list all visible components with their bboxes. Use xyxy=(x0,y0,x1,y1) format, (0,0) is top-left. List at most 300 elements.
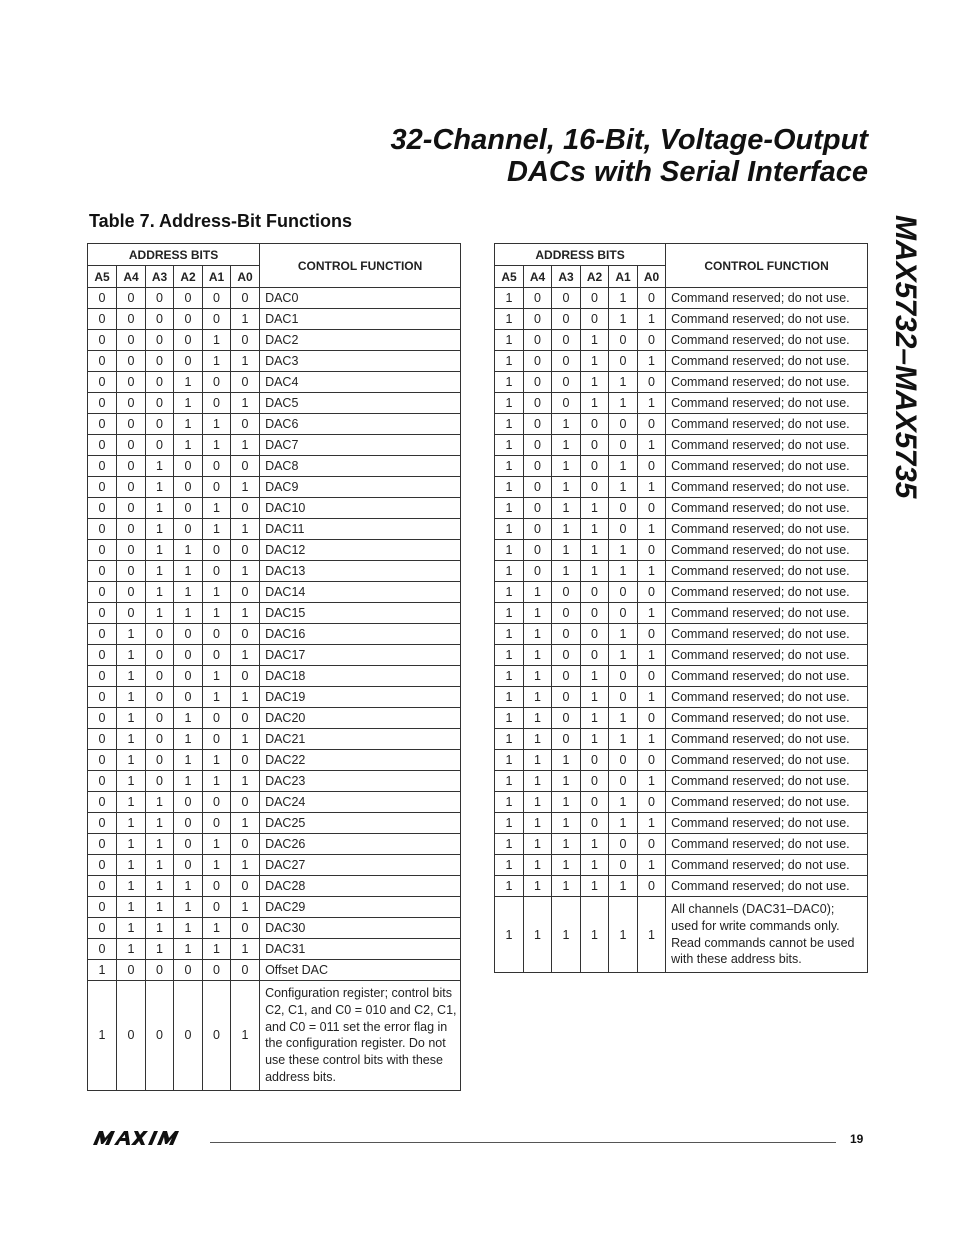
table-row xyxy=(88,519,461,540)
bit-cell-a5: 1 xyxy=(495,813,524,834)
bit-cell-a1: 0 xyxy=(609,414,638,435)
bit-cell-a4: 1 xyxy=(524,603,552,624)
bit-cell-a3: 0 xyxy=(552,393,581,414)
bit-cell-a1: 0 xyxy=(609,750,638,771)
bit-cell-a0: 1 xyxy=(231,603,260,624)
control-function-cell: Command reserved; do not use. xyxy=(666,414,868,435)
bit-cell-a5: 0 xyxy=(88,876,117,897)
bit-cell-a2: 0 xyxy=(174,498,203,519)
table-row xyxy=(495,309,868,330)
bit-cell-a4: 1 xyxy=(117,792,146,813)
bit-cell-a0: 0 xyxy=(231,540,260,561)
bit-cell-a4: 1 xyxy=(524,666,552,687)
control-function-cell: DAC20 xyxy=(260,708,461,729)
bit-cell-a1: 1 xyxy=(203,519,231,540)
table-row xyxy=(495,582,868,603)
bit-cell-a0: 1 xyxy=(231,645,260,666)
bit-cell-a4: 1 xyxy=(524,750,552,771)
bit-cell-a1: 1 xyxy=(609,813,638,834)
bit-cell-a2: 0 xyxy=(174,477,203,498)
bit-cell-a0: 0 xyxy=(638,750,666,771)
table-row xyxy=(495,897,868,973)
bit-cell-a4: 1 xyxy=(117,834,146,855)
bit-cell-a2: 1 xyxy=(581,729,609,750)
bit-cell-a2: 1 xyxy=(581,561,609,582)
bit-cell-a4: 1 xyxy=(524,834,552,855)
bit-cell-a1: 1 xyxy=(203,666,231,687)
bit-cell-a2: 1 xyxy=(581,876,609,897)
bit-cell-a5: 0 xyxy=(88,645,117,666)
control-function-cell: DAC27 xyxy=(260,855,461,876)
bit-cell-a2: 1 xyxy=(581,393,609,414)
bit-cell-a3: 1 xyxy=(146,939,174,960)
bit-cell-a2: 0 xyxy=(581,309,609,330)
bit-cell-a1: 1 xyxy=(203,750,231,771)
table-row xyxy=(88,981,461,1091)
bit-cell-a3: 1 xyxy=(552,876,581,897)
bit-cell-a0: 0 xyxy=(638,498,666,519)
control-function-cell: All channels (DAC31–DAC0); used for write commands only. Read commands cannot be used with these address bits. xyxy=(666,897,868,973)
bit-cell-a2: 0 xyxy=(581,624,609,645)
bit-header-a5: A5 xyxy=(88,266,117,288)
table-row xyxy=(495,792,868,813)
control-function-cell: Command reserved; do not use. xyxy=(666,750,868,771)
bit-cell-a4: 1 xyxy=(524,645,552,666)
bit-cell-a4: 1 xyxy=(117,897,146,918)
bit-cell-a3: 0 xyxy=(552,288,581,309)
control-function-cell: Command reserved; do not use. xyxy=(666,834,868,855)
bit-cell-a3: 1 xyxy=(146,561,174,582)
table-row xyxy=(495,540,868,561)
control-function-cell: Command reserved; do not use. xyxy=(666,561,868,582)
bit-cell-a1: 0 xyxy=(609,351,638,372)
control-function-cell: Command reserved; do not use. xyxy=(666,876,868,897)
bit-cell-a4: 0 xyxy=(524,330,552,351)
bit-cell-a5: 0 xyxy=(88,750,117,771)
bit-cell-a4: 0 xyxy=(117,519,146,540)
control-function-cell: DAC12 xyxy=(260,540,461,561)
control-function-cell: DAC14 xyxy=(260,582,461,603)
bit-cell-a1: 0 xyxy=(203,708,231,729)
bit-cell-a0: 0 xyxy=(231,666,260,687)
bit-cell-a3: 1 xyxy=(146,519,174,540)
bit-cell-a2: 0 xyxy=(174,330,203,351)
bit-cell-a2: 1 xyxy=(174,876,203,897)
bit-cell-a1: 0 xyxy=(203,981,231,1091)
table-row xyxy=(88,372,461,393)
table-row xyxy=(495,498,868,519)
bit-cell-a2: 1 xyxy=(174,414,203,435)
bit-cell-a1: 0 xyxy=(203,624,231,645)
bit-cell-a1: 0 xyxy=(203,456,231,477)
bit-cell-a5: 1 xyxy=(495,792,524,813)
table-row xyxy=(88,750,461,771)
table-row xyxy=(495,750,868,771)
bit-cell-a4: 0 xyxy=(524,351,552,372)
bit-cell-a5: 0 xyxy=(88,792,117,813)
bit-cell-a3: 0 xyxy=(146,372,174,393)
bit-cell-a5: 0 xyxy=(88,372,117,393)
bit-cell-a5: 1 xyxy=(495,855,524,876)
table-row xyxy=(88,708,461,729)
table-row xyxy=(88,456,461,477)
title-line-1: 32-Channel, 16-Bit, Voltage-Output xyxy=(390,124,868,156)
bit-cell-a0: 1 xyxy=(638,351,666,372)
bit-cell-a2: 1 xyxy=(174,939,203,960)
bit-cell-a5: 0 xyxy=(88,708,117,729)
control-function-cell: DAC0 xyxy=(260,288,461,309)
table-row xyxy=(495,771,868,792)
table-row xyxy=(88,813,461,834)
bit-cell-a0: 1 xyxy=(231,561,260,582)
table-row xyxy=(495,435,868,456)
table-row xyxy=(495,666,868,687)
table-row xyxy=(88,330,461,351)
bit-cell-a1: 1 xyxy=(203,330,231,351)
bit-cell-a1: 1 xyxy=(609,624,638,645)
bit-cell-a2: 1 xyxy=(581,708,609,729)
bit-cell-a3: 0 xyxy=(146,414,174,435)
address-bits-header: ADDRESS BITS xyxy=(495,244,666,266)
bit-cell-a4: 0 xyxy=(524,393,552,414)
bit-cell-a5: 0 xyxy=(88,498,117,519)
bit-cell-a5: 0 xyxy=(88,351,117,372)
bit-cell-a0: 1 xyxy=(231,687,260,708)
bit-cell-a1: 1 xyxy=(609,309,638,330)
control-function-cell: Command reserved; do not use. xyxy=(666,813,868,834)
bit-cell-a0: 0 xyxy=(638,624,666,645)
bit-cell-a2: 1 xyxy=(174,729,203,750)
bit-cell-a4: 1 xyxy=(524,792,552,813)
bit-cell-a1: 0 xyxy=(203,561,231,582)
bit-cell-a0: 0 xyxy=(638,582,666,603)
bit-cell-a1: 1 xyxy=(609,645,638,666)
table-row xyxy=(88,729,461,750)
bit-cell-a0: 1 xyxy=(231,729,260,750)
control-function-cell: DAC30 xyxy=(260,918,461,939)
bit-cell-a3: 0 xyxy=(146,687,174,708)
bit-cell-a4: 1 xyxy=(117,750,146,771)
bit-cell-a2: 1 xyxy=(174,771,203,792)
bit-cell-a4: 0 xyxy=(117,582,146,603)
bit-cell-a2: 0 xyxy=(581,582,609,603)
bit-cell-a1: 0 xyxy=(203,897,231,918)
bit-cell-a0: 0 xyxy=(231,876,260,897)
bit-cell-a5: 1 xyxy=(495,729,524,750)
control-function-cell: DAC31 xyxy=(260,939,461,960)
table-row xyxy=(495,456,868,477)
table-row xyxy=(495,687,868,708)
bit-cell-a5: 1 xyxy=(495,897,524,973)
bit-cell-a2: 1 xyxy=(581,330,609,351)
bit-cell-a1: 0 xyxy=(609,603,638,624)
bit-cell-a2: 1 xyxy=(174,540,203,561)
bit-cell-a1: 0 xyxy=(609,330,638,351)
bit-cell-a3: 1 xyxy=(146,792,174,813)
table-row xyxy=(495,729,868,750)
bit-cell-a0: 1 xyxy=(231,309,260,330)
bit-cell-a5: 1 xyxy=(495,498,524,519)
bit-cell-a1: 1 xyxy=(203,939,231,960)
bit-cell-a4: 1 xyxy=(524,687,552,708)
bit-cell-a1: 0 xyxy=(203,288,231,309)
bit-cell-a4: 0 xyxy=(117,330,146,351)
bit-cell-a2: 0 xyxy=(581,603,609,624)
bit-cell-a1: 0 xyxy=(203,372,231,393)
bit-cell-a2: 1 xyxy=(581,834,609,855)
bit-cell-a5: 0 xyxy=(88,813,117,834)
bit-cell-a3: 0 xyxy=(146,435,174,456)
table-row xyxy=(495,645,868,666)
bit-cell-a5: 1 xyxy=(495,456,524,477)
bit-header-a3: A3 xyxy=(552,266,581,288)
table-row xyxy=(88,918,461,939)
bit-cell-a3: 0 xyxy=(146,981,174,1091)
bit-header-a1: A1 xyxy=(203,266,231,288)
bit-cell-a2: 1 xyxy=(581,666,609,687)
table-row xyxy=(495,519,868,540)
control-function-cell: Command reserved; do not use. xyxy=(666,477,868,498)
bit-cell-a3: 0 xyxy=(552,309,581,330)
bit-cell-a2: 0 xyxy=(174,288,203,309)
bit-cell-a3: 1 xyxy=(146,582,174,603)
bit-cell-a4: 0 xyxy=(524,414,552,435)
bit-cell-a5: 1 xyxy=(495,330,524,351)
bit-cell-a2: 1 xyxy=(174,750,203,771)
bit-header-a4: A4 xyxy=(117,266,146,288)
bit-cell-a5: 1 xyxy=(495,666,524,687)
bit-cell-a0: 1 xyxy=(638,477,666,498)
control-function-cell: DAC15 xyxy=(260,603,461,624)
bit-cell-a5: 0 xyxy=(88,435,117,456)
control-function-header: CONTROL FUNCTION xyxy=(260,244,461,288)
bit-cell-a0: 1 xyxy=(231,981,260,1091)
bit-cell-a0: 0 xyxy=(231,708,260,729)
table-row xyxy=(88,288,461,309)
bit-cell-a1: 0 xyxy=(203,309,231,330)
bit-cell-a4: 1 xyxy=(117,666,146,687)
bit-cell-a2: 0 xyxy=(174,960,203,981)
bit-cell-a0: 0 xyxy=(231,414,260,435)
bit-cell-a3: 1 xyxy=(146,540,174,561)
bit-cell-a5: 1 xyxy=(495,561,524,582)
bit-cell-a2: 1 xyxy=(581,897,609,973)
title-line-2: DACs with Serial Interface xyxy=(507,156,868,188)
bit-cell-a5: 0 xyxy=(88,456,117,477)
bit-cell-a1: 1 xyxy=(609,561,638,582)
bit-cell-a0: 0 xyxy=(638,372,666,393)
bit-cell-a1: 1 xyxy=(203,855,231,876)
bit-cell-a4: 0 xyxy=(524,456,552,477)
bit-cell-a3: 0 xyxy=(146,645,174,666)
bit-cell-a2: 0 xyxy=(174,792,203,813)
table-row xyxy=(88,435,461,456)
bit-cell-a3: 1 xyxy=(552,792,581,813)
control-function-cell: Command reserved; do not use. xyxy=(666,498,868,519)
bit-cell-a3: 0 xyxy=(146,330,174,351)
table-row xyxy=(88,624,461,645)
bit-cell-a4: 0 xyxy=(117,477,146,498)
bit-cell-a2: 0 xyxy=(581,477,609,498)
bit-cell-a1: 0 xyxy=(609,771,638,792)
bit-cell-a0: 1 xyxy=(638,855,666,876)
control-function-cell: Configuration register; control bits C2, C1, and C0 = 010 and C2, C1, and C0 = 011 set the error flag in the configuration register. Do not use these control bits with these address bits. xyxy=(260,981,461,1091)
bit-cell-a0: 1 xyxy=(638,435,666,456)
bit-cell-a0: 0 xyxy=(638,288,666,309)
bit-cell-a2: 1 xyxy=(174,708,203,729)
bit-cell-a3: 1 xyxy=(552,540,581,561)
table-row xyxy=(88,414,461,435)
bit-cell-a2: 1 xyxy=(174,372,203,393)
bit-cell-a3: 1 xyxy=(552,519,581,540)
bit-cell-a4: 1 xyxy=(524,624,552,645)
bit-cell-a0: 0 xyxy=(638,666,666,687)
control-function-cell: Command reserved; do not use. xyxy=(666,687,868,708)
document-title xyxy=(391,124,868,188)
table-row xyxy=(495,603,868,624)
bit-cell-a4: 1 xyxy=(117,708,146,729)
bit-cell-a2: 1 xyxy=(174,603,203,624)
bit-cell-a3: 1 xyxy=(552,750,581,771)
bit-header-a5: A5 xyxy=(495,266,524,288)
bit-cell-a5: 1 xyxy=(495,288,524,309)
bit-cell-a2: 1 xyxy=(174,918,203,939)
bit-cell-a5: 0 xyxy=(88,939,117,960)
control-function-cell: DAC25 xyxy=(260,813,461,834)
bit-cell-a0: 0 xyxy=(638,456,666,477)
side-part-number-text: MAX5732–MAX5735 xyxy=(889,215,922,499)
bit-cell-a4: 1 xyxy=(524,708,552,729)
bit-cell-a3: 0 xyxy=(146,666,174,687)
table-row xyxy=(495,414,868,435)
bit-cell-a3: 0 xyxy=(146,729,174,750)
table-body-right xyxy=(495,288,868,973)
bit-cell-a5: 0 xyxy=(88,477,117,498)
bit-cell-a5: 1 xyxy=(495,645,524,666)
maxim-logo xyxy=(87,1128,201,1148)
bit-cell-a1: 1 xyxy=(609,729,638,750)
bit-cell-a0: 1 xyxy=(638,603,666,624)
bit-cell-a1: 1 xyxy=(609,393,638,414)
bit-cell-a2: 1 xyxy=(581,540,609,561)
page-number: 19 xyxy=(850,1132,864,1146)
bit-cell-a4: 0 xyxy=(117,414,146,435)
bit-cell-a3: 0 xyxy=(552,729,581,750)
table-row xyxy=(88,960,461,981)
control-function-cell: DAC5 xyxy=(260,393,461,414)
bit-cell-a4: 0 xyxy=(524,519,552,540)
table-caption: Table 7. Address-Bit Functions xyxy=(89,211,353,231)
bit-cell-a3: 0 xyxy=(552,666,581,687)
bit-cell-a4: 0 xyxy=(524,498,552,519)
bit-cell-a2: 1 xyxy=(174,561,203,582)
bit-cell-a3: 1 xyxy=(146,918,174,939)
bit-cell-a2: 0 xyxy=(174,351,203,372)
control-function-cell: Command reserved; do not use. xyxy=(666,372,868,393)
bit-cell-a1: 0 xyxy=(203,645,231,666)
bit-cell-a5: 1 xyxy=(495,582,524,603)
bit-cell-a3: 1 xyxy=(552,897,581,973)
bit-cell-a1: 1 xyxy=(203,435,231,456)
bit-cell-a1: 1 xyxy=(203,582,231,603)
address-bits-header: ADDRESS BITS xyxy=(88,244,260,266)
bit-cell-a1: 0 xyxy=(609,519,638,540)
bit-cell-a0: 0 xyxy=(231,834,260,855)
bit-cell-a4: 0 xyxy=(524,561,552,582)
control-function-cell: Command reserved; do not use. xyxy=(666,792,868,813)
table-row xyxy=(88,834,461,855)
bit-cell-a0: 0 xyxy=(638,792,666,813)
bit-cell-a3: 0 xyxy=(146,288,174,309)
bit-cell-a2: 1 xyxy=(174,435,203,456)
bit-cell-a5: 0 xyxy=(88,834,117,855)
bit-cell-a1: 0 xyxy=(609,498,638,519)
bit-cell-a5: 1 xyxy=(495,372,524,393)
control-function-cell: Command reserved; do not use. xyxy=(666,624,868,645)
bit-cell-a1: 0 xyxy=(609,666,638,687)
bit-cell-a5: 0 xyxy=(88,603,117,624)
bit-cell-a0: 1 xyxy=(638,393,666,414)
table-row xyxy=(88,771,461,792)
bit-cell-a4: 0 xyxy=(524,309,552,330)
bit-cell-a1: 1 xyxy=(203,918,231,939)
bit-cell-a0: 1 xyxy=(231,855,260,876)
bit-cell-a4: 0 xyxy=(117,288,146,309)
table-row xyxy=(495,855,868,876)
table-row xyxy=(88,897,461,918)
bit-cell-a2: 1 xyxy=(581,855,609,876)
control-function-cell: DAC28 xyxy=(260,876,461,897)
bit-cell-a3: 1 xyxy=(552,414,581,435)
table-row xyxy=(495,561,868,582)
control-function-cell: DAC24 xyxy=(260,792,461,813)
table-row xyxy=(88,645,461,666)
bit-cell-a2: 0 xyxy=(581,456,609,477)
control-function-cell: DAC18 xyxy=(260,666,461,687)
table-row xyxy=(495,288,868,309)
side-part-number xyxy=(890,215,920,545)
bit-header-a2: A2 xyxy=(581,266,609,288)
bit-cell-a2: 0 xyxy=(581,414,609,435)
bit-cell-a3: 1 xyxy=(552,435,581,456)
address-bit-table-right xyxy=(494,243,868,973)
control-function-cell: DAC16 xyxy=(260,624,461,645)
control-function-cell: DAC22 xyxy=(260,750,461,771)
bit-cell-a1: 0 xyxy=(609,687,638,708)
bit-cell-a2: 0 xyxy=(174,813,203,834)
bit-cell-a3: 0 xyxy=(146,624,174,645)
bit-cell-a0: 1 xyxy=(231,393,260,414)
bit-cell-a3: 0 xyxy=(552,687,581,708)
bit-cell-a3: 0 xyxy=(552,624,581,645)
bit-cell-a2: 1 xyxy=(581,519,609,540)
table-row xyxy=(88,351,461,372)
footer-rule xyxy=(210,1142,836,1143)
table-row xyxy=(495,876,868,897)
bit-cell-a4: 1 xyxy=(524,582,552,603)
table-row xyxy=(495,708,868,729)
bit-cell-a0: 1 xyxy=(231,519,260,540)
table-row xyxy=(88,603,461,624)
control-function-cell: DAC3 xyxy=(260,351,461,372)
bit-cell-a4: 1 xyxy=(524,729,552,750)
control-function-cell: Command reserved; do not use. xyxy=(666,582,868,603)
bit-cell-a1: 1 xyxy=(609,288,638,309)
bit-cell-a4: 1 xyxy=(117,645,146,666)
bit-cell-a2: 0 xyxy=(174,456,203,477)
control-function-cell: Command reserved; do not use. xyxy=(666,666,868,687)
bit-cell-a1: 1 xyxy=(203,351,231,372)
